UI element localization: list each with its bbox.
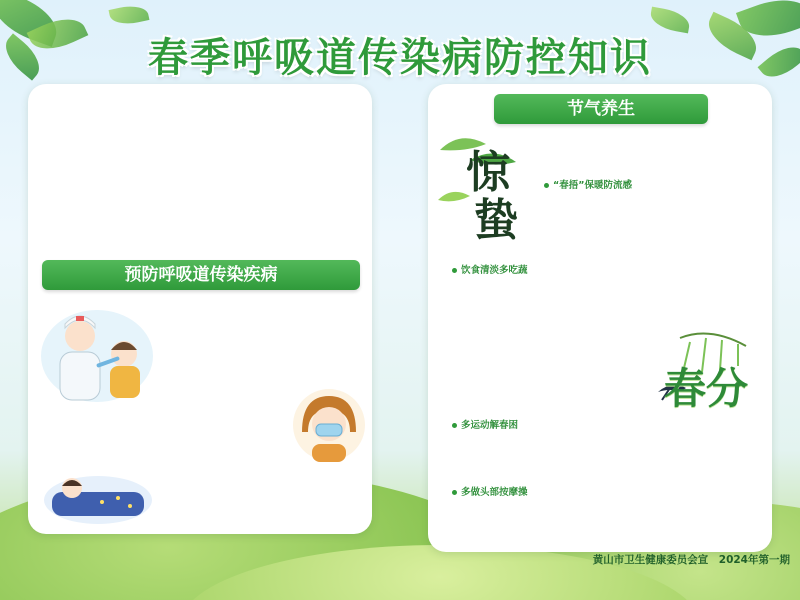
- jingzhe-char-1: 惊: [466, 147, 510, 198]
- publisher-footer: 黄山市卫生健康委员会宣 2024年第一期: [592, 554, 790, 566]
- right-panel: [428, 84, 772, 552]
- left-panel: [28, 84, 372, 534]
- section-title-health: 节气养生: [494, 94, 708, 124]
- subsection-heading: [452, 262, 528, 276]
- bullet-dot: [452, 268, 457, 273]
- jingzhe-char-2: 蛰: [474, 195, 518, 246]
- bullet-dot: [452, 490, 457, 495]
- sleeping-child-illustration: [42, 462, 154, 526]
- subsection-heading: [452, 484, 528, 498]
- subsection-heading-text: 饮食清淡多吃蔬: [461, 265, 528, 276]
- leaf-decoration: [109, 2, 150, 28]
- page-title: 春季呼吸道传染病防控知识: [148, 35, 652, 81]
- subsection-heading: [452, 417, 518, 431]
- subsection-heading-text: 多运动解春困: [461, 420, 519, 431]
- doctor-vaccinating-child-illustration: [38, 296, 156, 404]
- chunfen-calligraphy: 春分: [664, 364, 749, 413]
- bullet-dot: [452, 423, 457, 428]
- subsection-heading-text: “春捂”保暖防流感: [553, 180, 632, 191]
- bullet-dot: [544, 183, 549, 188]
- section-title-prevention: 预防呼吸道传染疾病: [42, 260, 360, 290]
- subsection-heading-text: 多做头部按摩操: [461, 487, 528, 498]
- subsection-heading: [544, 177, 632, 191]
- girl-wearing-mask-illustration: [290, 386, 368, 464]
